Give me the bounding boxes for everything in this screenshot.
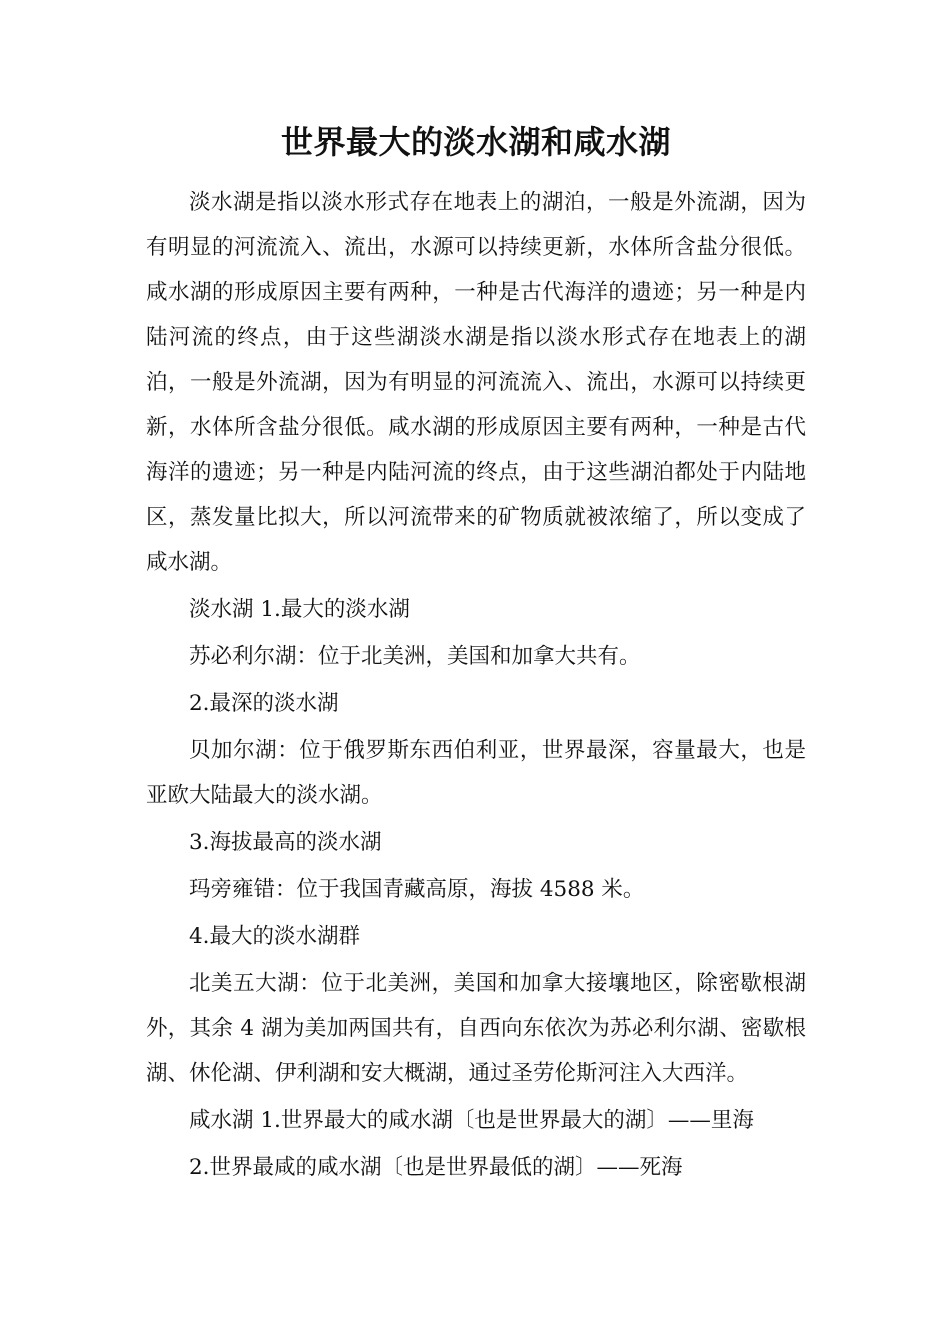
paragraph-mapam-yumco: 玛旁雍错：位于我国青藏高原，海拔 4588 米。 bbox=[189, 877, 645, 902]
document-body bbox=[146, 180, 806, 1192]
paragraph-great-lakes: 北美五大湖：位于北美洲，美国和加拿大接壤地区，除密歇根湖外，其余 4 湖为美加两国共有，自西向东依次为苏必利尔湖、密歇根湖、休伦湖、伊利湖和安大概湖，通过圣劳伦斯河注入大西洋。 bbox=[146, 971, 806, 1086]
intro-paragraph: 淡水湖是指以淡水形式存在地表上的湖泊，一般是外流湖，因为有明显的河流流入、流出，水源可以持续更新，水体所含盐分很低。咸水湖的形成原因主要有两种，一种是古代海洋的遗迹；另一种是内陆河流的终点，由于这些湖淡水湖是指以淡水形式存在地表上的湖泊，一般是外流湖，因为有明显的河流流入、流出，水源可以持续更新，水体所含盐分很低。咸水湖的形成原因主要有两种，一种是古代海洋的遗迹；另一种是内陆河流的终点，由于这些湖泊都处于内陆地区，蒸发量比拟大，所以河流带来的矿物质就被浓缩了，所以变成了咸水湖。 bbox=[146, 190, 806, 575]
heading-deepest: 2.最深的淡水湖 bbox=[189, 691, 339, 716]
heading-highest: 3.海拔最高的淡水湖 bbox=[189, 830, 382, 855]
heading-saltwater-largest: 咸水湖 1.世界最大的咸水湖〔也是世界最大的湖〕——里海 bbox=[189, 1108, 754, 1133]
document-title: 世界最大的淡水湖和咸水湖 bbox=[280, 123, 671, 161]
heading-largest-group: 4.最大的淡水湖群 bbox=[189, 924, 361, 949]
section-heading-freshwater-largest: 淡水湖 1.最大的淡水湖 bbox=[189, 597, 410, 622]
paragraph-baikal: 贝加尔湖：位于俄罗斯东西伯利亚，世界最深，容量最大，也是亚欧大陆最大的淡水湖。 bbox=[146, 738, 806, 808]
paragraph-superior: 苏必利尔湖：位于北美洲，美国和加拿大共有。 bbox=[189, 644, 641, 669]
heading-saltiest: 2.世界最咸的咸水湖〔也是世界最低的湖〕——死海 bbox=[189, 1155, 683, 1180]
